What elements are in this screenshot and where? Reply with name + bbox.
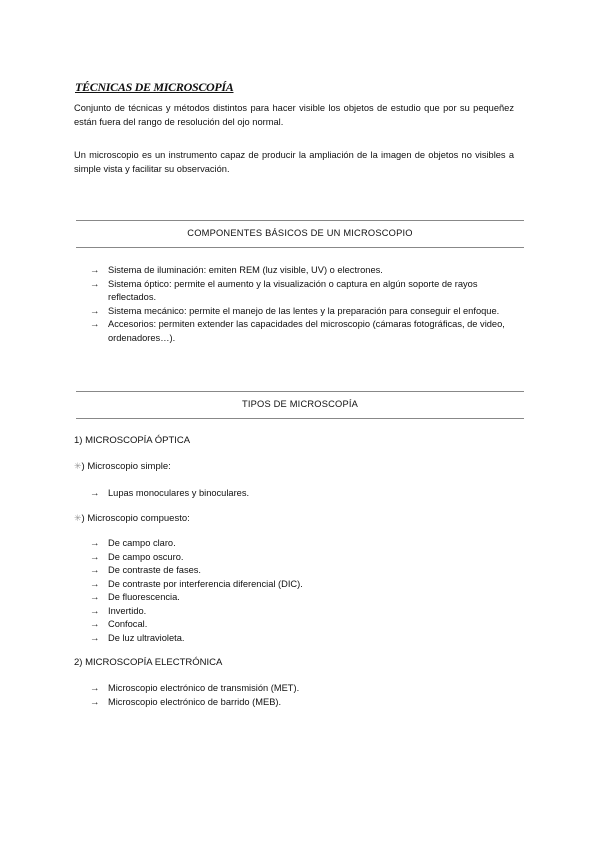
list-item: → De campo claro.: [90, 538, 176, 549]
arrow-right-icon: →: [90, 565, 100, 576]
arrow-right-icon: →: [90, 619, 100, 630]
list-item: → De contraste de fases.: [90, 565, 202, 576]
list-item: → Microscopio electrónico de transmisión (MET).: [90, 683, 300, 694]
compound-microscope-list: [90, 537, 520, 645]
list-item: → Confocal.: [90, 619, 148, 630]
list-item: → Sistema óptico: permite el aumento y la visualización o captura en algún soporte de rayos reflectados.: [90, 278, 478, 302]
page-title: TÉCNICAS DE MICROSCOPÍA: [75, 80, 234, 94]
list-item: → De campo oscuro.: [90, 551, 184, 563]
compound-microscope-label: ✳) Microscopio compuesto:: [74, 513, 190, 524]
arrow-right-icon: →: [90, 305, 100, 317]
arrow-right-icon: →: [90, 538, 100, 549]
arrow-right-icon: →: [90, 551, 100, 563]
asterisk-icon: ✳: [74, 461, 82, 471]
components-list: [90, 264, 520, 345]
types-section-title: TIPOS DE MICROSCOPÍA: [241, 399, 359, 409]
electronic-list: [90, 682, 520, 709]
simple-microscope-label: ✳) Microscopio simple:: [74, 461, 171, 472]
optical-heading: 1) MICROSCOPÍA ÓPTICA: [74, 435, 191, 446]
intro-paragraph-2: Un microscopio es un instrumento capaz de producir la ampliación de la imagen de objetos no visibles a simple vista y facilitar su observación.: [74, 150, 514, 174]
arrow-right-icon: →: [90, 605, 100, 617]
list-item: → De contraste por interferencia diferencial (DIC).: [90, 578, 303, 590]
electronic-heading: 2) MICROSCOPÍA ELECTRÓNICA: [74, 657, 223, 668]
arrow-right-icon: →: [90, 696, 100, 708]
list-item: → Invertido.: [90, 605, 147, 617]
list-item: → De luz ultravioleta.: [90, 632, 185, 644]
list-item: → Sistema mecánico: permite el manejo de las lentes y la preparación para conseguir el enfoque.: [90, 305, 500, 317]
intro-paragraph-1: Conjunto de técnicas y métodos distintos para hacer visible los objetos de estudio que por su pequeñez están fuera del rango de resolución del ojo normal.: [74, 103, 514, 127]
components-section-header: [76, 220, 524, 248]
arrow-right-icon: →: [90, 319, 100, 330]
simple-microscope-list: [90, 487, 520, 501]
list-item: → Sistema de iluminación: emiten REM (luz visible, UV) o electrones.: [90, 265, 383, 276]
arrow-right-icon: →: [90, 488, 100, 499]
arrow-right-icon: →: [90, 265, 100, 276]
arrow-right-icon: →: [90, 632, 100, 644]
components-section-title: COMPONENTES BÁSICOS DE UN MICROSCOPIO: [187, 228, 413, 238]
asterisk-icon: ✳: [74, 513, 82, 523]
list-item: → Lupas monoculares y binoculares.: [90, 488, 250, 499]
arrow-right-icon: →: [90, 578, 100, 590]
arrow-right-icon: →: [90, 592, 100, 603]
types-section-header: [76, 391, 524, 419]
list-item: → Microscopio electrónico de barrido (MEB).: [90, 696, 282, 708]
arrow-right-icon: →: [90, 278, 100, 290]
list-item: → De fluorescencia.: [90, 592, 180, 603]
list-item: → Accesorios: permiten extender las capacidades del microscopio (cámaras fotográficas, de video, ordenadores…).: [90, 319, 505, 343]
arrow-right-icon: →: [90, 683, 100, 694]
